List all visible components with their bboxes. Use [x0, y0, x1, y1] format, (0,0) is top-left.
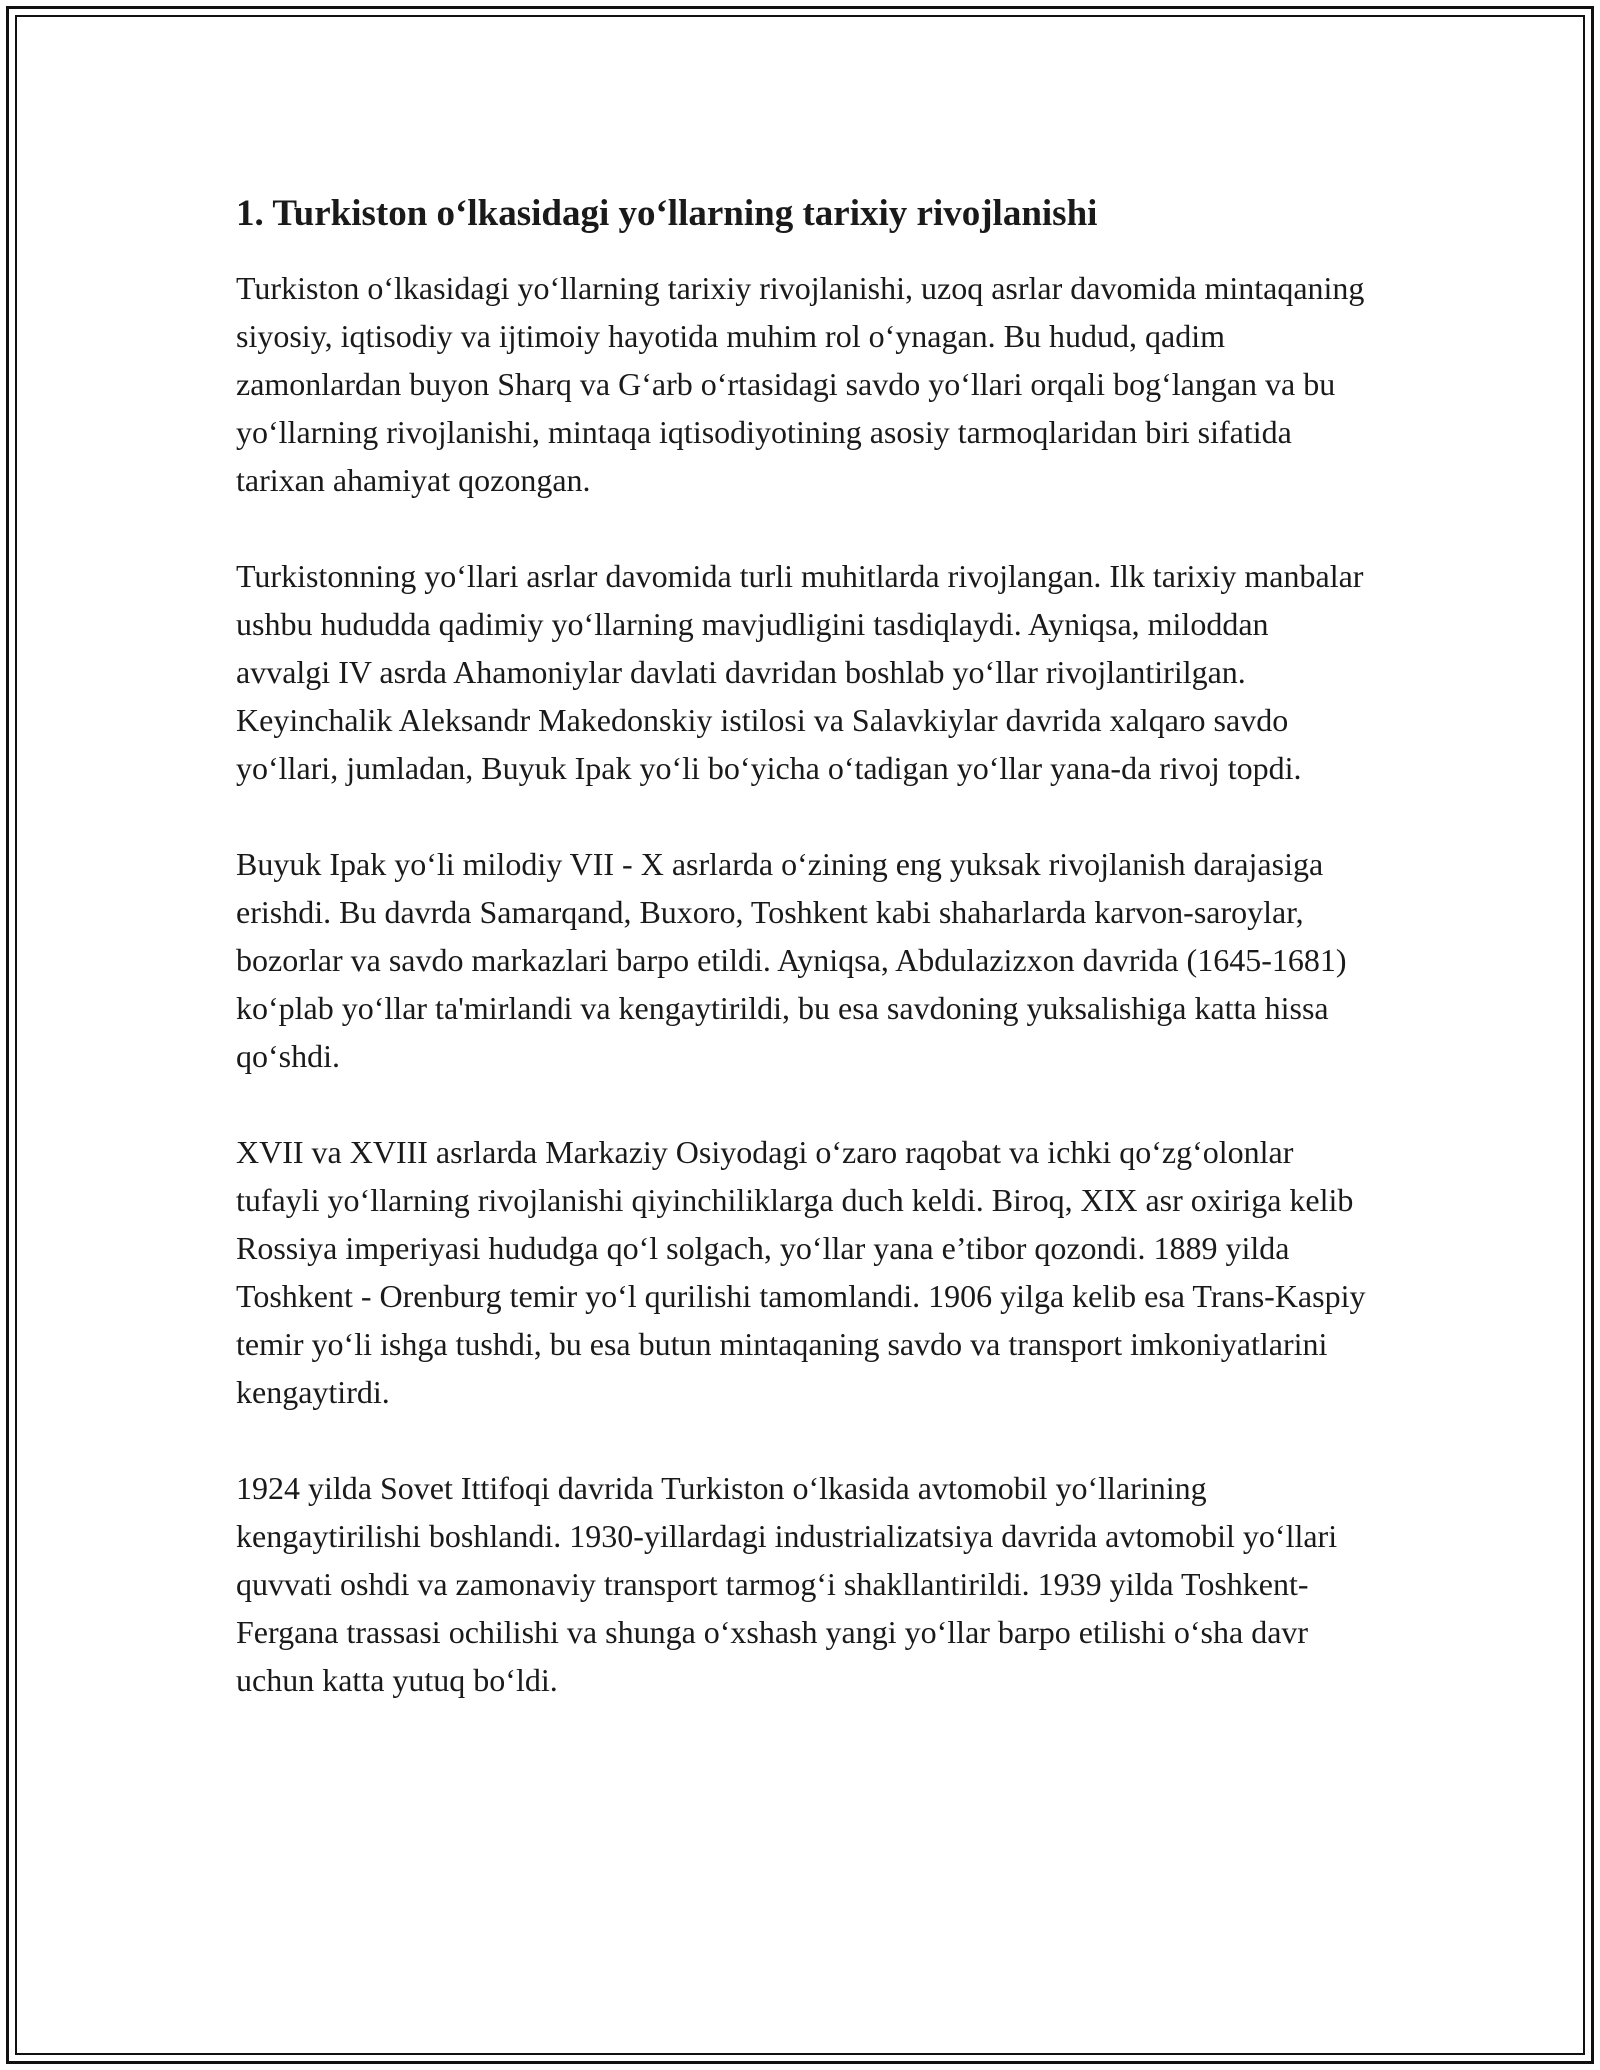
- document-body: [236, 186, 1366, 1752]
- section-heading: 1. Turkiston o‘lkasidagi yo‘llarning tarixiy rivojlanishi: [236, 193, 1098, 234]
- paragraph-5: 1924 yilda Sovet Ittifoqi davrida Turkiston o‘lkasida avtomobil yo‘llarining kengaytirilishi boshlandi. 1930-yillardagi industrializatsiya davrida avtomobil yo‘llari quvvati oshdi va zamonaviy transport tarmog‘i shakllantirildi. 1939 yilda Toshkent-Fergana trassasi ochilishi va shunga o‘xshash yangi yo‘llar barpo etilishi o‘sha davr uchun katta yutuq bo‘ldi.: [236, 1470, 1338, 1698]
- paragraph-3: Buyuk Ipak yo‘li milodiy VII - X asrlarda o‘zining eng yuksak rivojlanish darajasiga erishdi. Bu davrda Samarqand, Buxoro, Toshkent kabi shaharlarda karvon-saroylar, bozorlar va savdo markazlari barpo etildi. Ayniqsa, Abdulazizxon davrida (1645-1681) ko‘plab yo‘llar ta'mirlandi va kengaytirildi, bu esa savdoning yuksalishiga katta hissa qo‘shdi.: [236, 846, 1347, 1074]
- paragraph-4: XVII va XVIII asrlarda Markaziy Osiyodagi o‘zaro raqobat va ichki qo‘zg‘olonlar tufayli yo‘llarning rivojlanishi qiyinchiliklarga duch keldi. Biroq, XIX asr oxiriga kelib Rossiya imperiyasi hududga qo‘l solgach, yo‘llar yana e’tibor qozondi. 1889 yilda Toshkent - Orenburg temir yo‘l qurilishi tamomlandi. 1906 yilga kelib esa Trans-Kaspiy temir yo‘li ishga tushdi, bu esa butun mintaqaning savdo va transport imkoniyatlarini kengaytirdi.: [236, 1134, 1366, 1410]
- paragraph-1: Turkiston o‘lkasidagi yo‘llarning tarixiy rivojlanishi, uzoq asrlar davomida mintaqaning siyosiy, iqtisodiy va ijtimoiy hayotida muhim rol o‘ynagan. Bu hudud, qadim zamonlardan buyon Sharq va G‘arb o‘rtasidagi savdo yo‘llari orqali bog‘langan va bu yo‘llarning rivojlanishi, mintaqa iqtisodiyotining asosiy tarmoqlaridan biri sifatida tarixan ahamiyat qozongan.: [236, 270, 1365, 498]
- paragraph-2: Turkistonning yo‘llari asrlar davomida turli muhitlarda rivojlangan. Ilk tarixiy manbalar ushbu hududda qadimiy yo‘llarning mavjudligini tasdiqlaydi. Ayniqsa, miloddan avvalgi IV asrda Ahamoniylar davlati davridan boshlab yo‘llar rivojlantirilgan. Keyinchalik Aleksandr Makedonskiy istilosi va Salavkiylar davrida xalqaro savdo yo‘llari, jumladan, Buyuk Ipak yo‘li bo‘yicha o‘tadigan yo‘llar yana-da rivoj topdi.: [236, 558, 1364, 786]
